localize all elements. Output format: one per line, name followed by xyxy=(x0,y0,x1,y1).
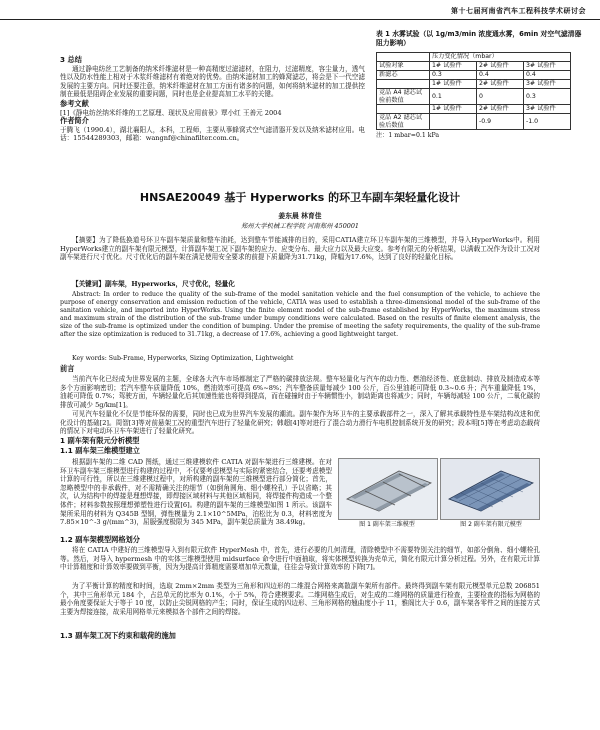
figure-1-3d-model xyxy=(338,458,438,520)
table-cell: 0 xyxy=(477,89,524,105)
table-cell: 1# 试验件 xyxy=(430,105,477,114)
table-cell: 1# 试验件 xyxy=(430,80,477,89)
table-cell: -1.0 xyxy=(524,114,571,130)
table-row xyxy=(377,80,571,89)
table1-block xyxy=(376,30,586,141)
article-affiliation: 郑州大学机械工程学院 河南郑州 450001 xyxy=(241,222,359,230)
table-cell: 0.4 xyxy=(524,71,571,80)
paragraph: 根据副车架的二维 CAD 图纸，通过三维建模软件 CATIA 对副车架进行三维建模。在对环卫车副车架三维模型进行构建的过程中，不仅要考虑模型与实际的紧密结合，还要考虑模型计算的可行性，所以在三维建模过程中，对所构建的副车架的三维模型进行部分简化；首先，忽略模型中的非承载件，对不需精确关注的细节（如倒角圆角、细小螺栓孔）予以省略；其次，认为结构中的焊接是理想焊接，即焊接区域材料与其他区域相同，将焊接件构造成一个整体件；材料参数按照理想弹塑性进行设置[6]。构建的副车架的三维模型如图 1 所示。该副车架所采用的材料为 Q345B 型钢，弹性模量为 2.1×10^5MPa，泊松比为 0.3，材料密度为 7.85×10^-3 g/(mm^3)，屈服强度极限为 345 MPa，副车架总质量为 38.49kg。 xyxy=(60,458,332,527)
article-authors: 姜东晨 林育佳 xyxy=(278,212,322,220)
table-cell: 0.4 xyxy=(477,71,524,80)
keywords-en: Key words: Sub-Frame, Hyperworks, Sizing Optimization, Lightweight xyxy=(72,355,294,362)
table-row xyxy=(377,114,571,130)
figure-2-caption: 图 2 副车架有限元模型 xyxy=(460,521,522,528)
keywords-cn: 【关键词】副车架，Hyperworks，尺寸优化，轻量化 xyxy=(72,280,235,288)
table-cell: 1# 试验件 xyxy=(430,62,477,71)
table-cell: 2# 试验件 xyxy=(477,62,524,71)
table-row xyxy=(377,105,571,114)
abstract-cn: 【摘要】为了降低换道号环卫车副车架质量和整车油耗，达到整车节能减排的目的，采用CATIA建立环卫车副车架的三维模型，并导入HyperWorks中。利用HyperWorks建立的副车架有限元模型，计算副车架工况下副车架的应力、应变分布、最大应力以及最大应变。参考有限元的分析结果，以满载工况作为设计工况对副车架进行尺寸优化。尺寸优化后的副车架在满足使用安全要求的前提下质量降为31.71kg，降幅为17.6%，达到了良好的轻量化目标。 xyxy=(60,236,540,262)
table-cell: 试验对象 xyxy=(377,62,430,71)
table-row xyxy=(377,53,571,62)
prev-article-column xyxy=(60,56,365,143)
author-heading: 作者简介 xyxy=(60,116,89,126)
paragraph: 可见汽车轻量化不仅是节能环保的需要，同时也已成为世界汽车发展的潮流。副车架作为环卫车的主要承载部件之一，深入了解其承载特性是车架结构改进和优化设计的基础[2]。周智[3]等对前悬架工况的重型汽车进行了轻量化研究；韩超[4]等对进行了混合动力滑行车电机控制系统开发的研究；段本明[5]等在考虑动态载荷的情况下对电动环卫车车架进行了轻量化研究。 xyxy=(60,410,540,436)
table-cell: -0.9 xyxy=(477,114,524,130)
figure-1-caption: 图 1 副车架三维模型 xyxy=(359,521,415,528)
table-cell: 竞品 A4 滤芯试验前数值 xyxy=(377,89,430,105)
table-cell: 3# 试验件 xyxy=(524,80,571,89)
table-cell xyxy=(430,114,477,130)
table-cell: 2# 试验件 xyxy=(477,105,524,114)
table-row xyxy=(377,62,571,71)
paragraph: 将在 CATIA 中建好的三维模型导入到有限元软件 HyperMesh 中，首先，进行必要的几何清理，清除模型中不需要特别关注的细节，如部分倒角、细小螺栓孔等。然后，对导入 hypermesh 中的实体三维模型使用 midsurface 命令进行中面抽取，将实体模型转换为壳单元，简化有限元计算分析过程。另外，在有限元计算中计算精度和计算效率要做到平衡，因为为提高计算精度需要增加单元数量，往往会导致计算效率的下降[7]。 xyxy=(60,546,540,572)
table-cell: 0.1 xyxy=(430,89,477,105)
preface-heading: 前言 xyxy=(60,364,75,373)
abstract-en: Abstract: In order to reduce the quality of the sub-frame of the model sanitation vehicle and the fuel consumption of the vehicle, to achieve the purpose of energy conservation and emission reduction of the vehicle, CATIA was used to establish a three-dimensional model of the sub-frame of the sanitation vehicle, and imported into HyperWorks. Using the finite element model of the sub-frame established by HyperWorks, the maximum stress and maximum strain of the distribution of the sub-frame under bumpy conditions were calculated. Based on the results of finite element analysis, the size of the sub-frame is optimized under the condition of bumping. Under the premise of meeting the safety requirements, the quality of the sub-frame after the size optimization is reduced to 31.71kg, a decrease of 17.6%, achieving a good lightweight target. xyxy=(60,291,540,338)
table-cell xyxy=(377,105,430,114)
table-cell xyxy=(377,53,430,62)
table-row xyxy=(377,89,571,105)
section-heading: 3 总结 xyxy=(60,55,82,64)
table-note: 注：1 mbar=0.1 kPa xyxy=(376,132,440,140)
table-cell: 0.3 xyxy=(524,89,571,105)
table-caption: 表 1 水雾试验（以 1g/m3/min 浓度通水雾，6min 对空气滤清器阻力影响） xyxy=(376,30,582,47)
subsection-heading: 1.2 副车架模型网格划分 xyxy=(60,535,140,544)
section-heading: 1 副车架有限元分析模型 xyxy=(60,436,140,445)
table-cell: 3# 试验件 xyxy=(524,62,571,71)
table-cell: 0.3 xyxy=(430,71,477,80)
figure-group xyxy=(338,458,540,533)
table-cell: 2# 试验件 xyxy=(477,80,524,89)
water-mist-table xyxy=(376,52,571,130)
author-bio: 于腾飞（1990.4），湖北襄阳人，本科，工程师，主要从事蜂窝式空气滤清器开发以及纳米滤材应用。电话：15544289303，邮箱：wangnf@chinafilter.com.cn。 xyxy=(60,125,365,143)
paragraph: 为了平衡计算的精度和时间，选取 2mm×2mm 类型为三角形和四边形的二维混合网格来离散副车架所有部件。最终得到副车架有限元模型单元总数 206851 个，其中三角形单元 184 个，占总单元的比率为 0.1%，小于 5%，符合建模要求。二维网格生成后，对生成的二维网格的质量进行检查，主要检查的指标为网格的最小角度要保证大于等于 10 度，以防止尖锐网格的产生；同时，保证生成的四边形、三角形网格的翘曲度小于 11，雅阁比大于 0.6，副车架各零件之间的连接方式主要为焊接连接，故采用网格单元来模拟各个部件之间的焊接。 xyxy=(60,582,540,616)
subsection-heading: 1.3 副车架工况下约束和载荷的施加 xyxy=(60,631,176,640)
table-cell: 新滤芯 xyxy=(377,71,430,80)
section-1-1-wrap xyxy=(60,458,540,534)
table-cell xyxy=(377,80,430,89)
table-row xyxy=(377,71,571,80)
reference-item: [1]《静电纺丝纳米纤维的工艺原理、现状及应用前景》覃小红 王善元 2004 xyxy=(60,108,282,117)
references-heading: 参考文献 xyxy=(60,98,89,108)
figure-2-fe-mesh xyxy=(440,458,540,520)
article-title: HNSAE20049 基于 Hyperworks 的环卫车副车架轻量化设计 xyxy=(139,191,461,204)
paragraph: 当前汽车化已经成为世界发展的主题，全球各大汽车市场都制定了严格的碳排放法规。整车轻量化与汽车的动力性、燃油经济性、底盘制动、排放及制造成本等多个方面影响密切；若汽车整车质量降低 10%，燃油效率可提高 6%~8%；汽车整备质量每减少 100 公斤，百公里油耗可降低 0.3~0.6 升；汽车重量降低 1%，油耗可降低 0.7%；驾驶方面，车辆轻量化后其加速性能也将得到提高，而在碰撞时由于车辆惯性小，制动距离也将减少；同时，车辆每减轻 100 公斤，二氧化碳的排放可减少 5g/km[1]。 xyxy=(60,375,540,409)
paragraph: 通过静电纺丝工艺制备的纳米纤维滤材是一种高精度过滤滤材，在阻力，过滤精度，容尘量力，透气性以及防水性能上相对于木浆纤维滤材有着绝对的优势。由纳米滤材加工的蜂窝滤芯，将会是下一代空滤发展的主要方向。同时还要注意，纳米纤维滤材在加工方面有诸多的问题，如何将纳米滤材的加工提供控制在最低是阻碍企业发展的重要问题，同时也是企业提高加工水平的关键。 xyxy=(60,64,365,99)
journal-title: 第十七届河南省汽车工程科技学术研讨会 xyxy=(451,6,586,15)
table-header-cell: 压力变化情况（mbar） xyxy=(430,53,571,62)
table-cell: 3# 试验件 xyxy=(524,105,571,114)
table-cell: 竞品 A2 滤芯试验后数值 xyxy=(377,114,430,130)
running-header xyxy=(0,5,600,20)
subsection-heading: 1.1 副车架三维模型建立 xyxy=(60,446,140,455)
